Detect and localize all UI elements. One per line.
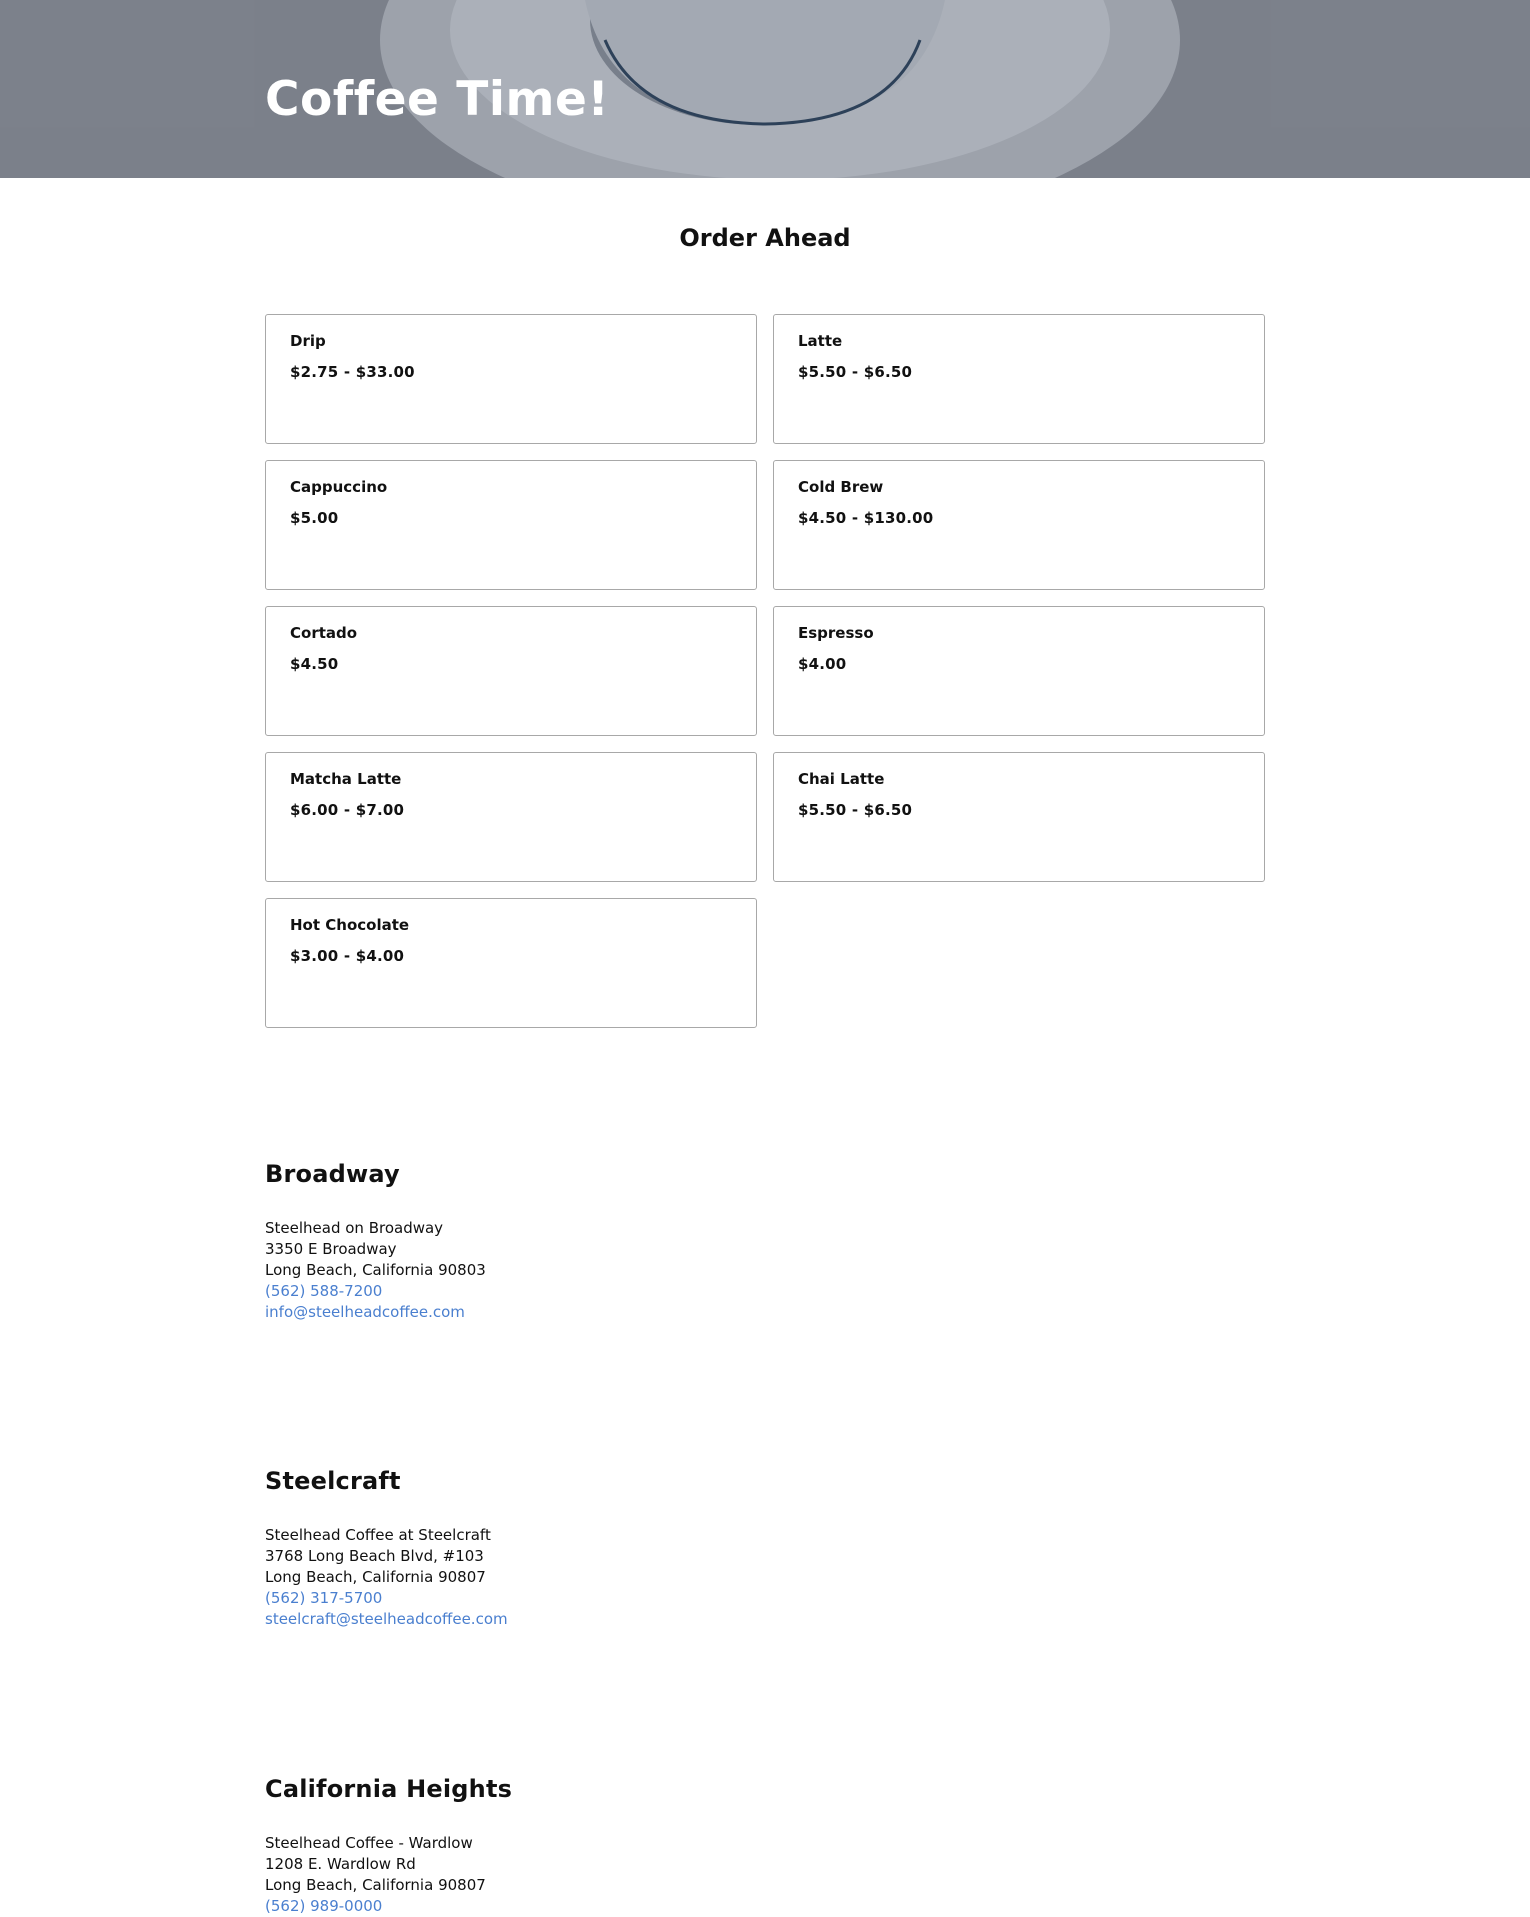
location-steelcraft (265, 1467, 508, 1630)
location-city: Long Beach, California 90807 (265, 1568, 486, 1586)
location-phone-link[interactable]: (562) 588-7200 (265, 1282, 383, 1300)
menu-item-price: $5.00 (290, 509, 339, 527)
location-broadway (265, 1160, 486, 1323)
menu-item-name: Matcha Latte (290, 770, 402, 788)
location-california-heights (265, 1775, 512, 1917)
menu-item-price: $4.50 (290, 655, 339, 673)
order-ahead-title: Order Ahead (679, 224, 851, 252)
menu-item-price: $4.00 (798, 655, 847, 673)
menu-item-name: Latte (798, 332, 843, 350)
menu-item-name: Cortado (290, 624, 358, 642)
location-email-link[interactable]: info@steelheadcoffee.com (265, 1303, 465, 1321)
location-email-link[interactable]: steelcraft@steelheadcoffee.com (265, 1610, 508, 1628)
menu-item-card[interactable] (265, 460, 757, 590)
order-ahead-section (265, 178, 1265, 1028)
menu-item-price: $2.75 - $33.00 (290, 363, 415, 381)
menu-item-price: $5.50 - $6.50 (798, 363, 913, 381)
location-title: Broadway (265, 1160, 400, 1188)
location-street: 3350 E Broadway (265, 1240, 397, 1258)
hero-overlay (0, 0, 1530, 178)
location-city: Long Beach, California 90803 (265, 1261, 486, 1279)
menu-item-name: Cold Brew (798, 478, 884, 496)
menu-item-card[interactable] (773, 606, 1265, 736)
menu-item-card[interactable] (265, 606, 757, 736)
menu-item-name: Chai Latte (798, 770, 885, 788)
menu-item-card[interactable] (773, 460, 1265, 590)
location-city: Long Beach, California 90807 (265, 1876, 486, 1894)
menu-grid (265, 314, 1265, 1028)
location-title: Steelcraft (265, 1467, 401, 1495)
location-street: 3768 Long Beach Blvd, #103 (265, 1547, 484, 1565)
menu-item-name: Espresso (798, 624, 874, 642)
menu-item-card[interactable] (265, 752, 757, 882)
location-street: 1208 E. Wardlow Rd (265, 1855, 416, 1873)
menu-item-price: $3.00 - $4.00 (290, 947, 405, 965)
menu-item-card[interactable] (773, 314, 1265, 444)
menu-item-price: $4.50 - $130.00 (798, 509, 934, 527)
location-name: Steelhead Coffee at Steelcraft (265, 1526, 491, 1544)
menu-item-name: Cappuccino (290, 478, 388, 496)
menu-item-name: Drip (290, 332, 326, 350)
menu-item-name: Hot Chocolate (290, 916, 410, 934)
location-name: Steelhead on Broadway (265, 1219, 444, 1237)
page-title: Coffee Time! (265, 72, 610, 127)
menu-item-card[interactable] (265, 314, 757, 444)
menu-item-price: $5.50 - $6.50 (798, 801, 913, 819)
location-phone-link[interactable]: (562) 317-5700 (265, 1589, 383, 1607)
menu-item-card[interactable] (265, 898, 757, 1028)
location-title: California Heights (265, 1775, 513, 1803)
menu-item-price: $6.00 - $7.00 (290, 801, 405, 819)
location-name: Steelhead Coffee - Wardlow (265, 1834, 473, 1852)
menu-item-card[interactable] (773, 752, 1265, 882)
hero-banner (0, 0, 1530, 178)
location-phone-link[interactable]: (562) 989-0000 (265, 1897, 383, 1915)
